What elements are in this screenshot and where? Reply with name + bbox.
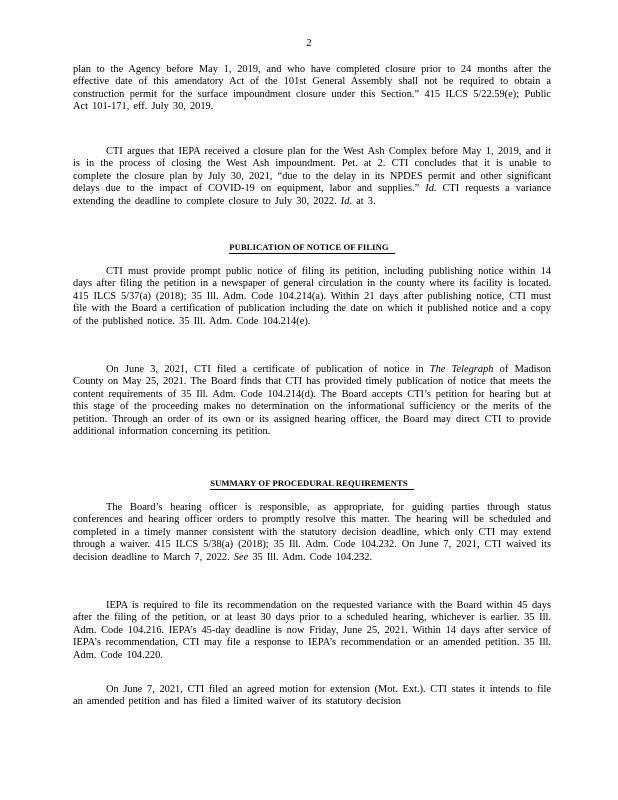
paragraph-statute-quote bbox=[73, 64, 551, 114]
section-heading-procedural: SUMMARY OF PROCEDURAL REQUIREMENTS bbox=[73, 477, 551, 490]
paragraph-text: IEPA is required to file its recommendation on the requested variance with the Board within 45 days after the filing of the petition, or at least 30 days prior to a scheduled hearing, whichever is earlier. 35 Ill. Adm. Code 104.216. IEPA’s 45-day deadline is now Friday, June 25, 2021. Within 14 days after service of IEPA’s recommendation, CTI may file a response to IEPA’s recommendation or an amended petition. 35 Ill. Adm. Code 104.220. bbox=[73, 600, 551, 661]
paragraph-text: 35 Ill. Adm. Code 104.232. bbox=[252, 551, 373, 563]
paragraph-text: . at 3. bbox=[349, 195, 376, 207]
paragraph-text: plan to the Agency before May 1, 2019, and who have completed closure prior to 24 months after the effective date of this amendatory Act of the 101st General Assembly shall not be required to obtain a construction permit for the surface impoundment closure under this Section.” 415 ILCS 5/22.59(e); Public Act 101-171, eff. July 30, 2019. bbox=[73, 64, 551, 113]
paragraph-text: CTI must provide prompt public notice of filing its petition, including publishing notice within 14 days after filing the petition in a newspaper of general circulation in the county where its facility is located. 415 ILCS 5/37(a) (2018); 35 Ill. Adm. Code 104.214(a). Within 21 days after publishing notice, CTI must file with the Board a certification of publication including the date on which it published notice and a copy of the published notice. 35 Ill. Adm. Code 104.214(e). bbox=[73, 266, 551, 327]
paragraph-hearing-officer bbox=[73, 502, 551, 564]
paragraph-notice-requirements bbox=[73, 266, 551, 328]
citation-id: Id bbox=[340, 195, 350, 207]
paragraph-text: On June 7, 2021, CTI filed an agreed motion for extension (Mot. Ext.). CTI states it intends to file an amended petition and has filed a limited waiver of its statutory decision bbox=[73, 684, 551, 708]
newspaper-name: The Telegraph bbox=[429, 364, 494, 375]
paragraph-text: The Board’s hearing officer is responsible, as appropriate, for guiding parties through status conferences and hearing officer orders to promptly resolve this matter. The hearing will be scheduled and completed in a timely manner consistent with the statutory decision deadline, which only CTI may extend through a waiver. 415 ILCS 5/38(a) (2018); 35 Ill. Adm. Code 104.232. On June 7, 2021, CTI waived its decision deadline to March 7, 2022. bbox=[73, 502, 551, 563]
paragraph-text: CTI argues that IEPA received a closure plan for the West Ash Complex before May 1, 2019, and it is in the process of closing the West Ash impoundment. Pet. at 2. CTI concludes that it is unable to complete the closure plan by July 30, 2021, “due to the delay in its NPDES permit and other significant delays due to the impact of COVID-19 on equipment, labor and supplies.” bbox=[73, 146, 551, 195]
paragraph-iepa-recommendation bbox=[73, 600, 551, 662]
citation-id: Id bbox=[425, 183, 434, 195]
paragraph-motion-extension bbox=[73, 684, 551, 709]
paragraph-certificate-publication bbox=[73, 364, 551, 438]
paragraph-text: . CTI requests a variance extending the deadline to complete closure to July 30, 2022. bbox=[73, 183, 551, 207]
paragraph-text: of Madison County on May 25, 2021. The Board finds that CTI has provided timely publication of notice that meets the content requirements of 35 Ill. Adm. Code 104.214(d). The Board accepts CTI’s petition for hearing but at this stage of the proceeding makes no determination on the informational sufficiency or the merits of the petition. Through an order of its own or its assigned hearing officer, the Board may direct CTI to provide additional information concerning its petition. bbox=[73, 364, 551, 438]
paragraph-cti-argument bbox=[73, 146, 551, 208]
citation-see: See bbox=[233, 551, 249, 563]
section-heading-publication: PUBLICATION OF NOTICE OF FILING bbox=[73, 241, 551, 254]
page-number: 2 bbox=[306, 37, 312, 49]
paragraph-text: On June 3, 2021, CTI filed a certificate of publication of notice in bbox=[106, 364, 424, 375]
